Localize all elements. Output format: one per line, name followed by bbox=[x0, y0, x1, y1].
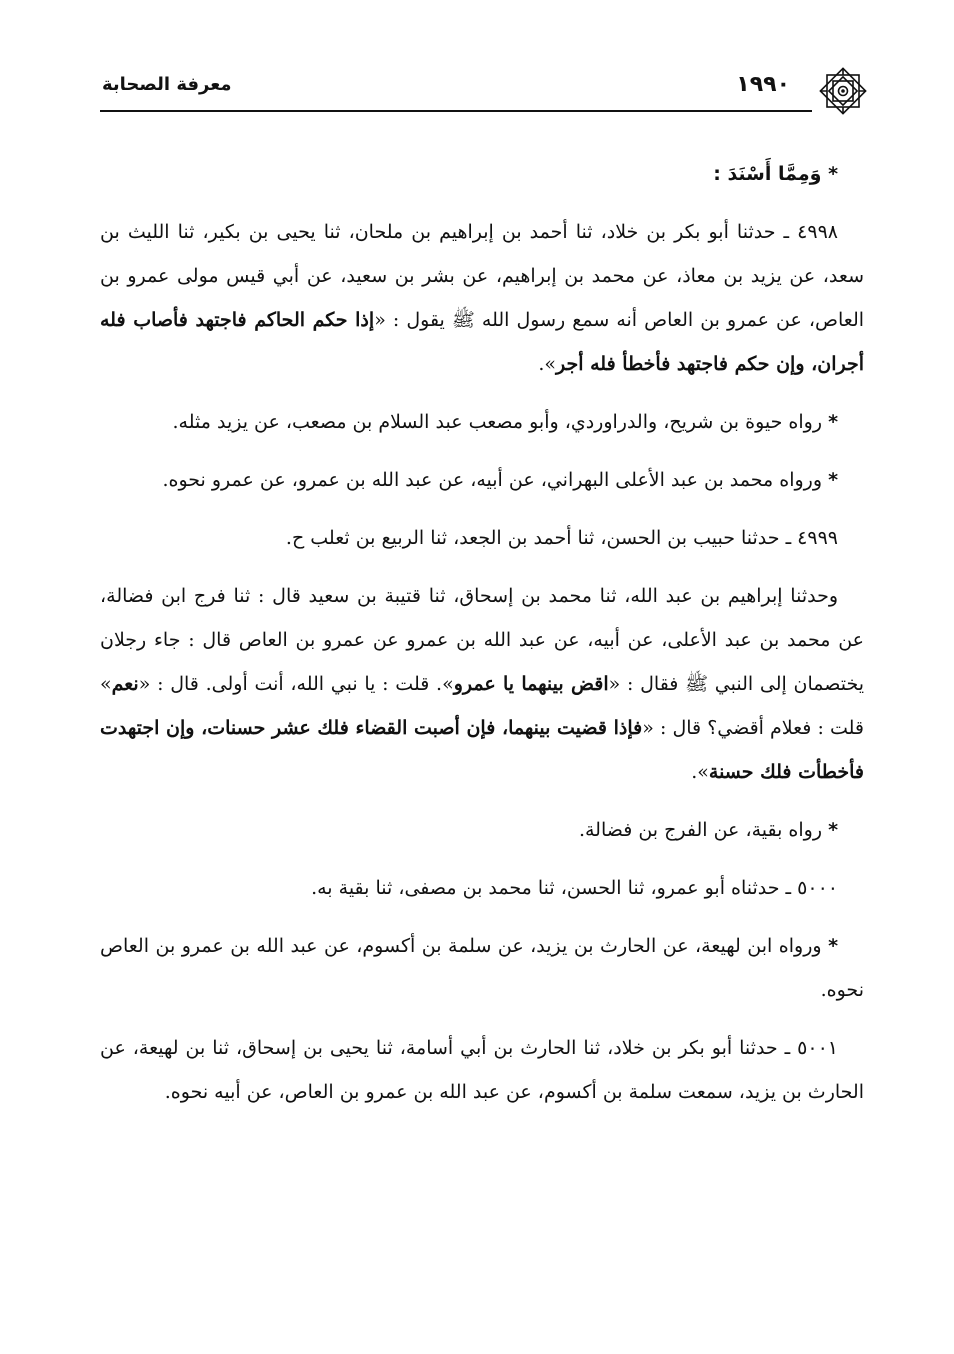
paragraph-5000 bbox=[100, 866, 864, 910]
star-marker: * bbox=[828, 411, 838, 433]
paragraph-text: ». bbox=[691, 761, 709, 783]
paragraph-text: ». bbox=[538, 353, 556, 375]
page-header bbox=[100, 64, 870, 114]
hadith-text: اقض بينهما يا عمرو bbox=[453, 673, 609, 695]
paragraph-narration-4 bbox=[100, 924, 864, 1012]
paragraph-4998 bbox=[100, 210, 864, 386]
paragraph-text: ٤٩٩٨ ـ حدثنا أبو بكر بن خلاد، ثنا أحمد بن إبراهيم بن ملحان، ثنا يحيى بن بكير، ثنا الليث بن سعد، عن يزيد بن معاذ، عن محمد بن إبراهيم، عن بشر بن سعيد، عن أبي قيس مولى عمرو بن العاص، عن عمرو بن العاص أنه سمع رسول الله ﷺ يقول : « bbox=[100, 221, 865, 331]
paragraph-narration-1 bbox=[100, 400, 864, 444]
star-marker: * bbox=[828, 469, 838, 491]
paragraph-text: وحدثنا إبراهيم بن عبد الله، ثنا محمد بن إسحاق، ثنا قتيبة بن سعيد قال : ثنا فرج ابن فضالة، عن محمد بن عبد الأعلى، عن أبيه، عن عبد الله بن عمرو عن عمرو بن العاص قال : جاء رجلان يختصمان إلى النبي ﷺ فقال : « bbox=[100, 585, 864, 695]
hadith-text: فإذا قضيت بينهما، فإن أصبت القضاء فلك عشر حسنات، وإن اجتهدت فأخطأت فلك حسنة bbox=[100, 717, 864, 783]
paragraph-text: رواه بقية، عن الفرج بن فضالة. bbox=[578, 819, 823, 841]
star-marker: * bbox=[828, 163, 838, 185]
paragraph-text: » قلت : فعلام أقضي؟ قال : « bbox=[100, 673, 864, 739]
hadith-text: نعم bbox=[111, 673, 139, 695]
paragraph-text: ٤٩٩٩ ـ حدثنا حبيب بن الحسن، ثنا أحمد بن الجعد، ثنا الربيع بن ثعلب ح. bbox=[285, 527, 838, 549]
book-title: معرفة الصحابة bbox=[102, 74, 232, 95]
paragraph-text: ٥٠٠١ ـ حدثنا أبو بكر بن خلاد، ثنا الحارث بن أبي أسامة، ثنا يحيى بن إسحاق، ثنا بن لهيعة، عن الحارث بن يزيد، سمعت سلمة بن أكسوم، عن عبد الله بن عمرو بن العاص، عن أبيه نحوه. bbox=[100, 1037, 864, 1103]
paragraph-text: ». قلت : يا نبي الله، أنت أولى. قال : « bbox=[138, 673, 454, 695]
section-heading-text: وَمِمَّا أَسْنَدَ : bbox=[713, 163, 822, 185]
page-body bbox=[100, 152, 864, 1128]
section-heading bbox=[100, 152, 864, 196]
paragraph-text: ٥٠٠٠ ـ حدثناه أبو عمرو، ثنا الحسن، ثنا محمد بن مصفى، ثنا بقية به. bbox=[311, 877, 838, 899]
star-marker: * bbox=[828, 819, 838, 841]
hadith-text: إذا حكم الحاكم فاجتهد فأصاب فله أجران، وإن حكم فاجتهد فأخطأ فله أجر bbox=[100, 309, 864, 375]
paragraph-4999 bbox=[100, 516, 864, 560]
paragraph-4999-cont bbox=[100, 574, 864, 794]
star-marker: * bbox=[828, 935, 838, 957]
paragraph-5001 bbox=[100, 1026, 864, 1114]
paragraph-narration-3 bbox=[100, 808, 864, 852]
page-number: ١٩٩٠ bbox=[736, 72, 790, 97]
paragraph-text: رواه حيوة بن شريح، والدراوردي، وأبو مصعب عبد السلام بن مصعب، عن يزيد مثله. bbox=[172, 411, 823, 433]
paragraph-text: ورواه محمد بن عبد الأعلى البهراني، عن أبيه، عن عبد الله بن عمرو، عن عمرو نحوه. bbox=[162, 469, 823, 491]
octagram-ornament-icon bbox=[816, 64, 870, 118]
paragraph-narration-2 bbox=[100, 458, 864, 502]
paragraph-text: ورواه ابن لهيعة، عن الحارث بن يزيد، عن سلمة بن أكسوم، عن عبد الله بن عمرو بن العاص نحوه. bbox=[100, 935, 864, 1001]
header-rule bbox=[100, 110, 812, 112]
